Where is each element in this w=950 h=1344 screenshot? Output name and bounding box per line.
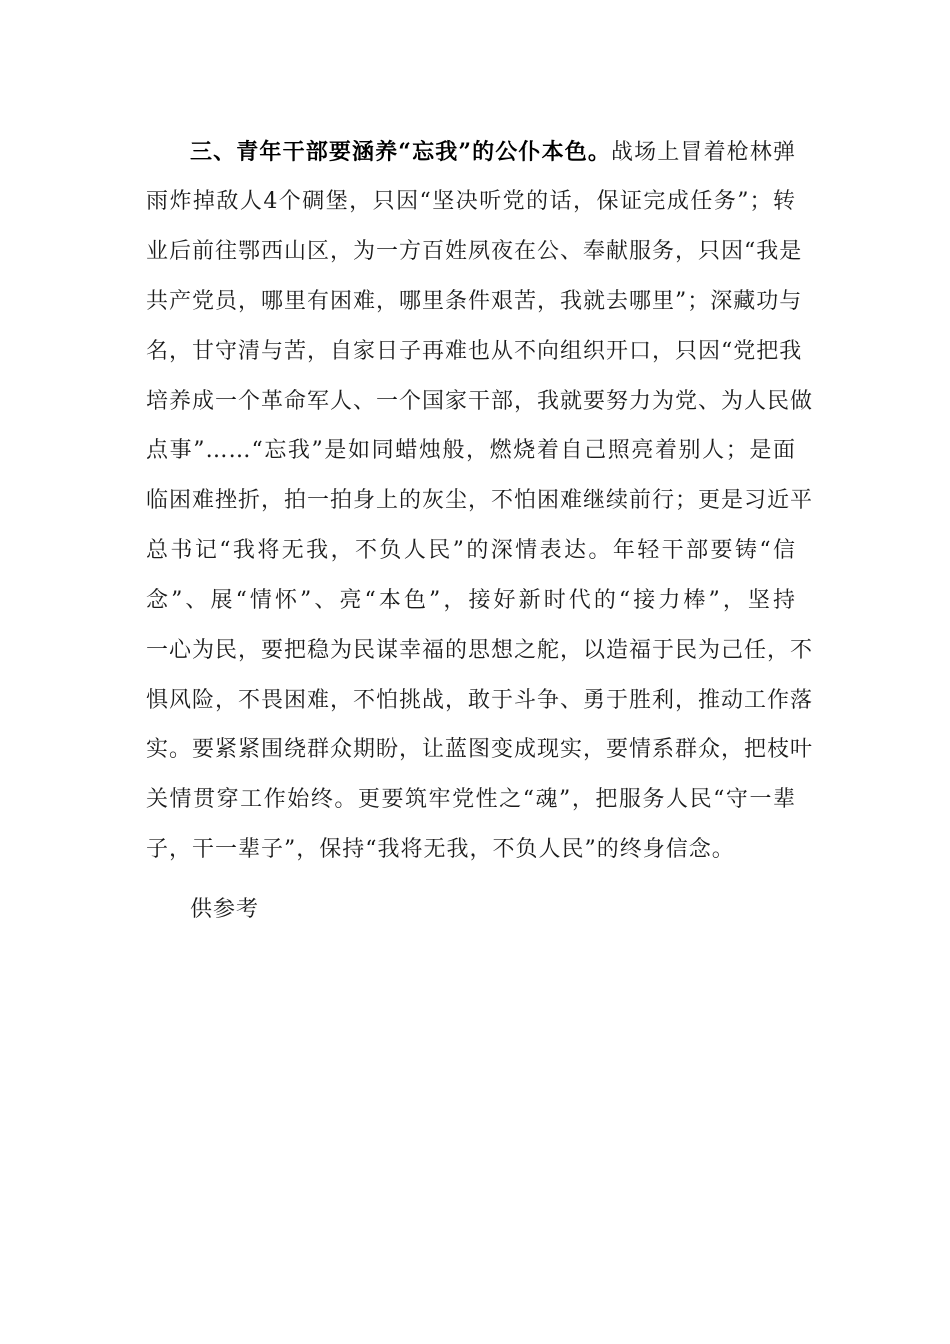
section-heading: 三、青年干部要涵养“忘我”的公仆本色。: [190, 139, 611, 165]
paragraph-line-13: 实。要紧紧围绕群众期盼，让蓝图变成现实，要情系群众，把枝叶: [146, 737, 814, 762]
paragraph-line-3: 业后前往鄂西山区，为一方百姓夙夜在公、奉献服务，只因“我是: [146, 239, 803, 264]
paragraph-line-6: 培养成一个革命军人、一个国家干部，我就要努力为党、为人民做: [146, 389, 814, 414]
paragraph-line-1: [190, 137, 796, 168]
paragraph-line-2: 雨炸掉敌人4个碉堡，只因“坚决听党的话，保证完成任务”；转: [146, 189, 796, 214]
paragraph-line-8: 临困难挫折，拍一拍身上的灰尘，不怕困难继续前行；更是习近平: [146, 488, 814, 513]
paragraph-line-11: 一心为民，要把稳为民谋幸福的思想之舵，以造福于民为己任，不: [146, 638, 814, 663]
paragraph-line-7: 点事”……“忘我”是如同蜡烛般，燃烧着自己照亮着别人；是面: [146, 438, 796, 463]
paragraph-line-10: 念”、展“情怀”、亮“本色”，接好新时代的“接力棒”，坚持: [146, 588, 796, 613]
paragraph-line-15: 子，干一辈子”，保持“我将无我，不负人民”的终身信念。: [146, 837, 735, 862]
paragraph-line-9: 总书记“我将无我，不负人民”的深情表达。年轻干部要铸“信: [146, 538, 796, 563]
paragraph-line-5: 名，甘守清与苦，自家日子再难也从不向组织开口，只因“党把我: [146, 339, 803, 364]
paragraph-line-4: 共产党员，哪里有困难，哪里条件艰苦，我就去哪里”；深藏功与: [146, 289, 803, 314]
closing-note: 供参考: [190, 897, 260, 922]
paragraph-line-12: 惧风险，不畏困难，不怕挑战，敢于斗争、勇于胜利，推动工作落: [146, 688, 814, 713]
paragraph-line-14: 关情贯穿工作始终。更要筑牢党性之“魂”，把服务人民“守一辈: [146, 787, 796, 812]
paragraph-line-text: 战场上冒着枪林弹: [611, 140, 796, 165]
